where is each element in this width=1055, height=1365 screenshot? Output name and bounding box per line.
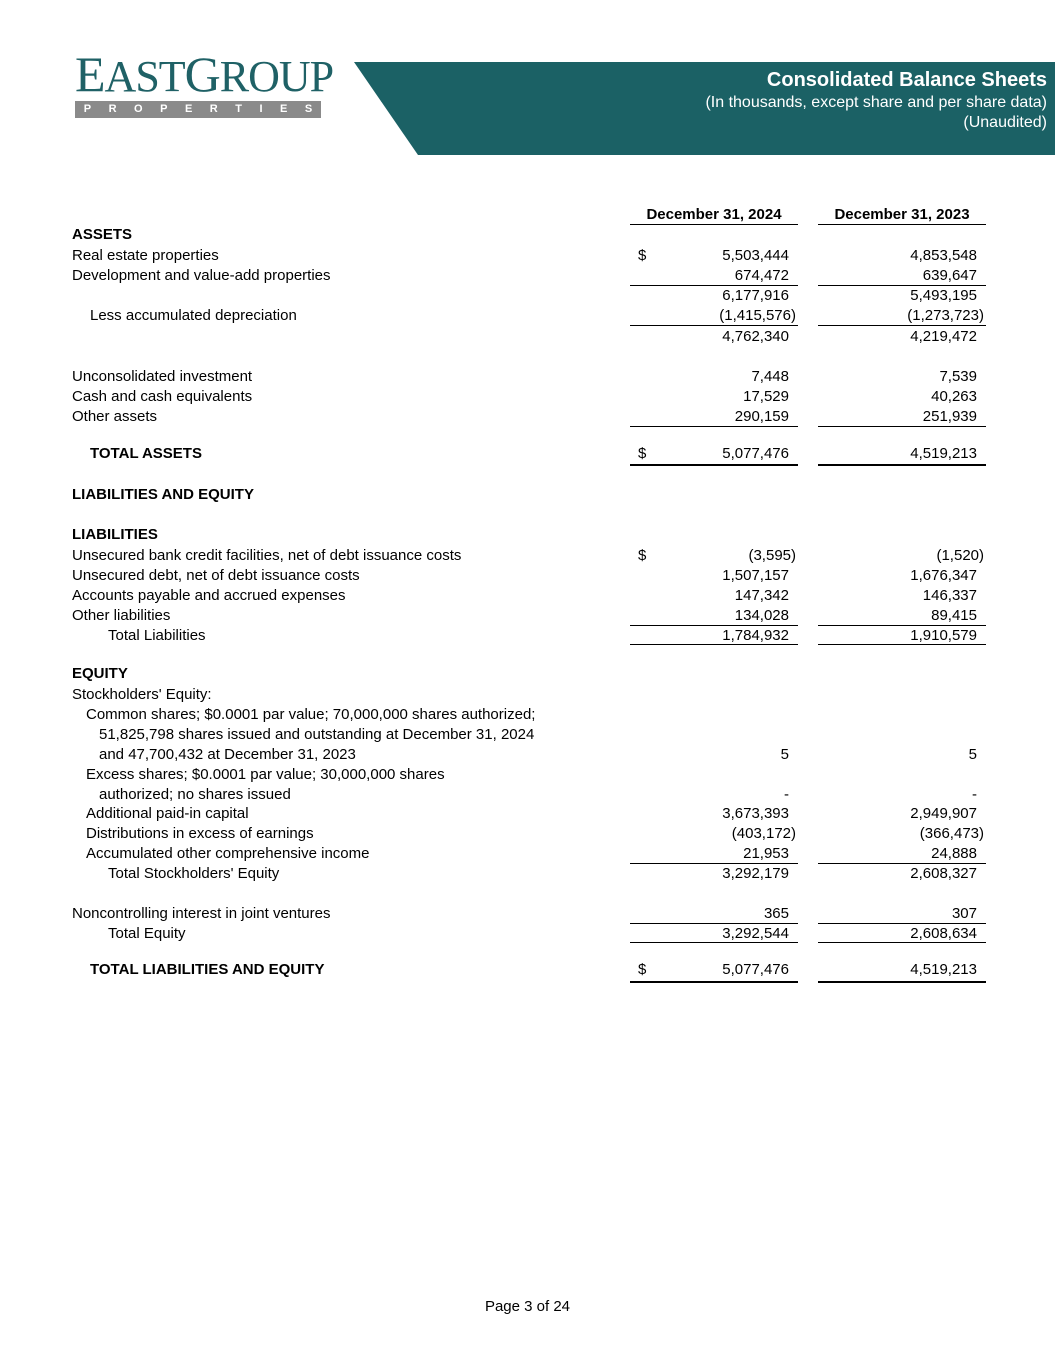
- rule: [630, 325, 798, 326]
- row-label: Additional paid-in capital: [86, 805, 249, 822]
- value-2023: 2,949,907: [910, 805, 977, 822]
- section-heading-liabilities-equity: LIABILITIES AND EQUITY: [72, 486, 254, 503]
- value-2024: 4,762,340: [722, 328, 789, 345]
- value-2024: 7,448: [751, 368, 789, 385]
- value-2024: 5,503,444: [722, 247, 789, 264]
- value-2024: 6,177,916: [722, 287, 789, 304]
- row-label: Unsecured bank credit facilities, net of debt issuance costs: [72, 547, 462, 564]
- rule: [818, 325, 986, 326]
- double-rule: [630, 464, 798, 466]
- value-2024: 21,953: [743, 845, 789, 862]
- double-rule: [818, 464, 986, 466]
- rule: [818, 426, 986, 427]
- row-label: Real estate properties: [72, 247, 219, 264]
- double-rule: [818, 981, 986, 983]
- row-label: Unsecured debt, net of debt issuance costs: [72, 567, 360, 584]
- value-2024: 3,292,179: [722, 865, 789, 882]
- value-2024: 5: [780, 746, 789, 763]
- row-label: Accounts payable and accrued expenses: [72, 587, 346, 604]
- row-label: Unconsolidated investment: [72, 368, 253, 385]
- row-label: Common shares; $0.0001 par value; 70,000,000 shares authorized;: [86, 706, 536, 723]
- rule: [630, 942, 798, 943]
- rule: [630, 625, 798, 626]
- rule: [818, 863, 986, 864]
- rule: [630, 426, 798, 427]
- report-note: (Unaudited): [963, 114, 1047, 131]
- value-2023: 4,519,213: [910, 961, 977, 978]
- value-2023: 639,647: [922, 267, 977, 284]
- section-heading-assets: ASSETS: [72, 226, 133, 243]
- value-2024: (403,172): [731, 825, 796, 842]
- value-2023: 4,853,548: [910, 247, 977, 264]
- row-label: Distributions in excess of earnings: [86, 825, 314, 842]
- value-2023: 1,676,347: [910, 567, 977, 584]
- value-2023: (1,273,723): [907, 307, 984, 324]
- value-2024: 5,077,476: [722, 445, 789, 462]
- company-logo: [75, 46, 334, 118]
- row-label: 51,825,798 shares issued and outstanding at December 31, 2024: [99, 726, 535, 743]
- value-2024: 17,529: [743, 388, 789, 405]
- row-label: authorized; no shares issued: [99, 786, 291, 803]
- row-label: Cash and cash equivalents: [72, 388, 253, 405]
- logo-wordmark: EASTGROUP: [75, 46, 334, 102]
- column-header-rule: [818, 224, 986, 225]
- column-header-rule: [630, 224, 798, 225]
- value-2023: 40,263: [931, 388, 977, 405]
- value-2024: 134,028: [734, 607, 789, 624]
- row-label: Noncontrolling interest in joint ventures: [72, 905, 331, 922]
- value-2024: -: [784, 786, 789, 803]
- value-2023: 89,415: [931, 607, 977, 624]
- value-2023: 5: [968, 746, 977, 763]
- value-2024: 147,342: [734, 587, 789, 604]
- value-2024: 674,472: [734, 267, 789, 284]
- value-2023: 307: [951, 905, 977, 922]
- page-number: Page 3 of 24: [484, 1298, 571, 1315]
- value-2024: (1,415,576): [719, 307, 796, 324]
- value-2023: -: [972, 786, 977, 803]
- row-label: and 47,700,432 at December 31, 2023: [99, 746, 356, 763]
- row-label-total-liabilities: Total Liabilities: [108, 627, 206, 644]
- value-2023: 146,337: [922, 587, 977, 604]
- row-label-total-liabilities-equity: TOTAL LIABILITIES AND EQUITY: [90, 961, 325, 978]
- rule: [818, 942, 986, 943]
- dollar-sign: $: [638, 961, 647, 978]
- value-2024: (3,595): [748, 547, 796, 564]
- value-2024: 365: [763, 905, 789, 922]
- value-2024: 1,784,932: [722, 627, 789, 644]
- value-2023: (366,473): [919, 825, 984, 842]
- rule: [818, 923, 986, 924]
- value-2023: 5,493,195: [910, 287, 977, 304]
- rule: [818, 625, 986, 626]
- double-rule: [630, 981, 798, 983]
- value-2024: 1,507,157: [722, 567, 789, 584]
- row-label: Stockholders' Equity:: [72, 686, 212, 703]
- rule: [818, 285, 986, 286]
- dollar-sign: $: [638, 547, 647, 564]
- rule: [630, 644, 798, 645]
- row-label: Development and value-add properties: [72, 267, 331, 284]
- report-subtitle: (In thousands, except share and per share data): [705, 94, 1047, 111]
- value-2024: 3,292,544: [722, 925, 789, 942]
- value-2023: 7,539: [939, 368, 977, 385]
- section-heading-liabilities: LIABILITIES: [72, 526, 158, 543]
- value-2023: (1,520): [936, 547, 984, 564]
- value-2023: 4,519,213: [910, 445, 977, 462]
- value-2023: 251,939: [922, 408, 977, 425]
- column-header-2023: December 31, 2023: [834, 206, 970, 223]
- dollar-sign: $: [638, 445, 647, 462]
- value-2024: 5,077,476: [722, 961, 789, 978]
- value-2024: 290,159: [734, 408, 789, 425]
- dollar-sign: $: [638, 247, 647, 264]
- value-2023: 2,608,327: [910, 865, 977, 882]
- row-label: Excess shares; $0.0001 par value; 30,000,000 shares: [86, 766, 445, 783]
- report-title: Consolidated Balance Sheets: [766, 69, 1047, 91]
- rule: [630, 285, 798, 286]
- row-label: Other liabilities: [72, 607, 171, 624]
- rule: [630, 863, 798, 864]
- row-label: Other assets: [72, 408, 158, 425]
- value-2023: 4,219,472: [910, 328, 977, 345]
- value-2024: 3,673,393: [722, 805, 789, 822]
- value-2023: 2,608,634: [910, 925, 977, 942]
- rule: [630, 923, 798, 924]
- row-label-total-assets: TOTAL ASSETS: [90, 445, 202, 462]
- value-2023: 24,888: [931, 845, 977, 862]
- logo-subbar: P R O P E R T I E S: [75, 101, 321, 118]
- column-header-2024: December 31, 2024: [646, 206, 782, 223]
- row-label: Less accumulated depreciation: [90, 307, 297, 324]
- rule: [818, 644, 986, 645]
- row-label: Accumulated other comprehensive income: [86, 845, 370, 862]
- section-heading-equity: EQUITY: [72, 665, 128, 682]
- row-label-total-stockholders-equity: Total Stockholders' Equity: [108, 865, 280, 882]
- row-label-total-equity: Total Equity: [108, 925, 186, 942]
- value-2023: 1,910,579: [910, 627, 977, 644]
